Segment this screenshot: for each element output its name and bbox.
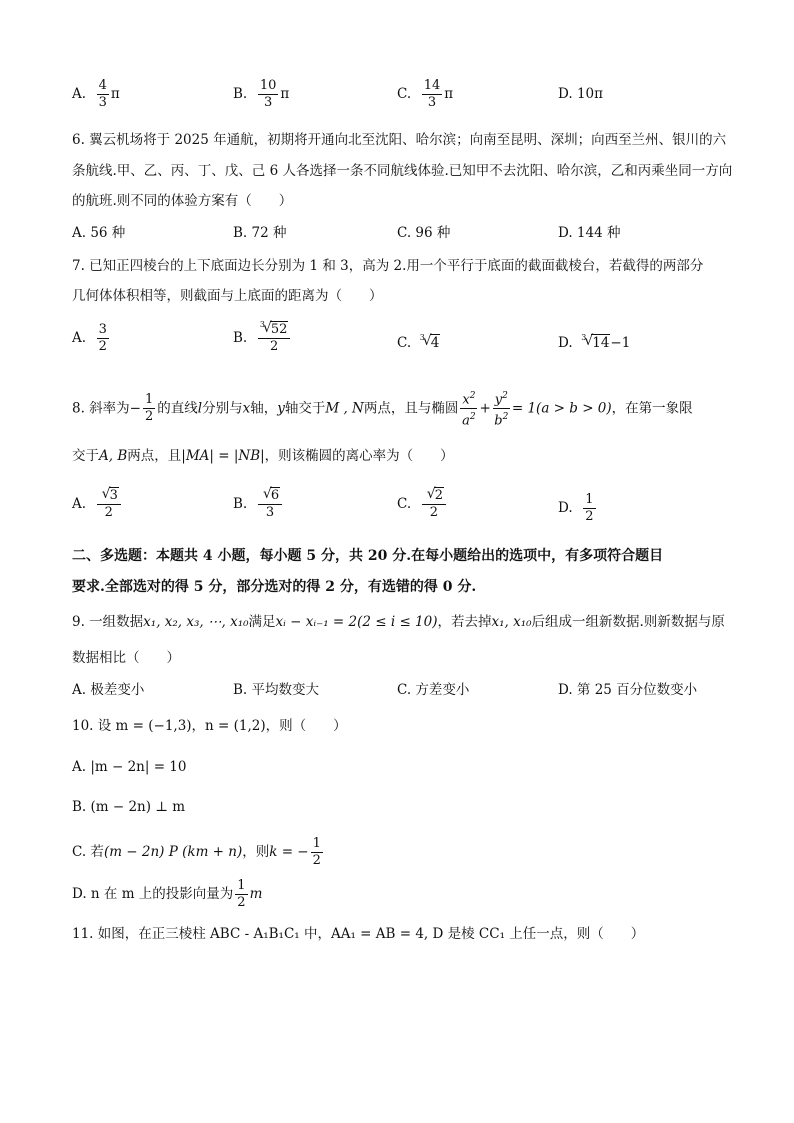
q5-option-d: D. 10π <box>558 86 603 102</box>
q8-stem-line2: 交于A, B两点，且|MA| = |NB|，则该椭圆的离心率为（ ） <box>72 448 454 464</box>
q9-option-a: A. 极差变小 <box>72 682 145 698</box>
q6-stem-line3: 的航班.则不同的体验方案有（ ） <box>72 193 293 209</box>
q10-option-b: B. (m − 2n) ⊥ m <box>72 799 186 815</box>
q9-option-b: B. 平均数变大 <box>233 682 320 698</box>
q6-option-d: D. 144 种 <box>558 225 621 241</box>
q7-stem-line1: 7. 已知正四棱台的上下底面边长分别为 1 和 3，高为 2.用一个平行于底面的截面截棱台，若截得的两部分 <box>72 258 704 274</box>
option-label: A. <box>72 86 87 102</box>
fraction: $\frac{4}{3}$ <box>98 78 107 110</box>
q7-option-b: B. √ 3 52 2 <box>233 322 292 355</box>
q10-option-a: A. |m − 2n| = 10 <box>72 759 187 775</box>
q6-option-c: C. 96 种 <box>397 225 451 241</box>
q5-option-c: C. $\frac{14}{3}$ π <box>397 78 454 110</box>
q8-option-a: A. √ $\frac{3}{2}$ <box>72 488 123 521</box>
q5-option-a: A. $\frac{4}{3}$ π <box>72 78 120 110</box>
q8-option-b: B. √ $\frac{6}{3}$ <box>233 488 284 521</box>
q6-stem-line1: 6. 翼云机场将于 2025 年通航，初期将开通向北至沈阳、哈尔滨；向南至昆明、深圳；向西至兰州、银川的六 <box>72 132 727 148</box>
q9-stem-line2: 数据相比（ ） <box>72 650 180 666</box>
q9-option-d: D. 第 25 百分位数变小 <box>558 682 698 698</box>
q5-option-b: B. $\frac{10}{3}$ π <box>233 78 290 110</box>
section2-heading-line1: 二、多选题：本题共 4 小题，每小题 5 分，共 20 分.在每小题给出的选项中，有多项符合题目 <box>72 548 664 564</box>
q8-option-d: D. $\frac{1}{2}$ <box>558 492 594 524</box>
q10-option-c: C. 若(m − 2n) P (km + n)，则k = − $\frac{1}{2}$ <box>72 836 321 868</box>
q10-stem: 10. 设 m = (−1,3)，n = (1,2)，则（ ） <box>72 718 347 734</box>
q7-stem-line2: 几何体体积相等，则截面与上底面的距离为（ ） <box>72 288 383 304</box>
q9-option-c: C. 方差变小 <box>397 682 470 698</box>
q6-option-b: B. 72 种 <box>233 225 287 241</box>
q11-stem: 11. 如图，在正三棱柱 ABC - A₁B₁C₁ 中，AA₁ = AB = 4, D 是棱 CC₁ 上任一点，则（ ） <box>72 926 645 942</box>
q10-option-d: D. n 在 m 上的投影向量为 $\frac{1}{2}$ m <box>72 878 263 910</box>
q7-option-d: D. √ 3 14−1 <box>558 333 630 353</box>
q6-stem-line2: 条航线.甲、乙、丙、丁、戊、己 6 人各选择一条不同航线体验.已知甲不去沈阳、哈尔滨，乙和丙乘坐同一方向 <box>72 163 733 179</box>
section2-heading-line2: 要求.全部选对的得 5 分，部分选对的得 2 分，有选错的得 0 分. <box>72 579 477 595</box>
q8-stem-line1: 8. 斜率为− $\frac{1}{2}$ 的直线l分别与x轴，y轴交于M , N两点，且与椭圆 $\frac{x^2}{a^2}$ + $\frac{y^2}{b^2}$ = 1(a > b > 0)，在第一象限 <box>72 388 693 430</box>
q8-option-c: C. √ $\frac{2}{2}$ <box>397 488 448 521</box>
q7-option-c: C. √ 3 4 <box>397 333 440 353</box>
q9-stem-line1: 9. 一组数据x₁, x₂, x₃, ⋯, x₁₀满足xᵢ − xᵢ₋₁ = 2(2 ≤ i ≤ 10)，若去掉x₁, x₁₀后组成一组新数据.则新数据与原 <box>72 614 725 630</box>
q7-option-a: A. $\frac{3}{2}$ <box>72 322 107 354</box>
q6-option-a: A. 56 种 <box>72 225 126 241</box>
